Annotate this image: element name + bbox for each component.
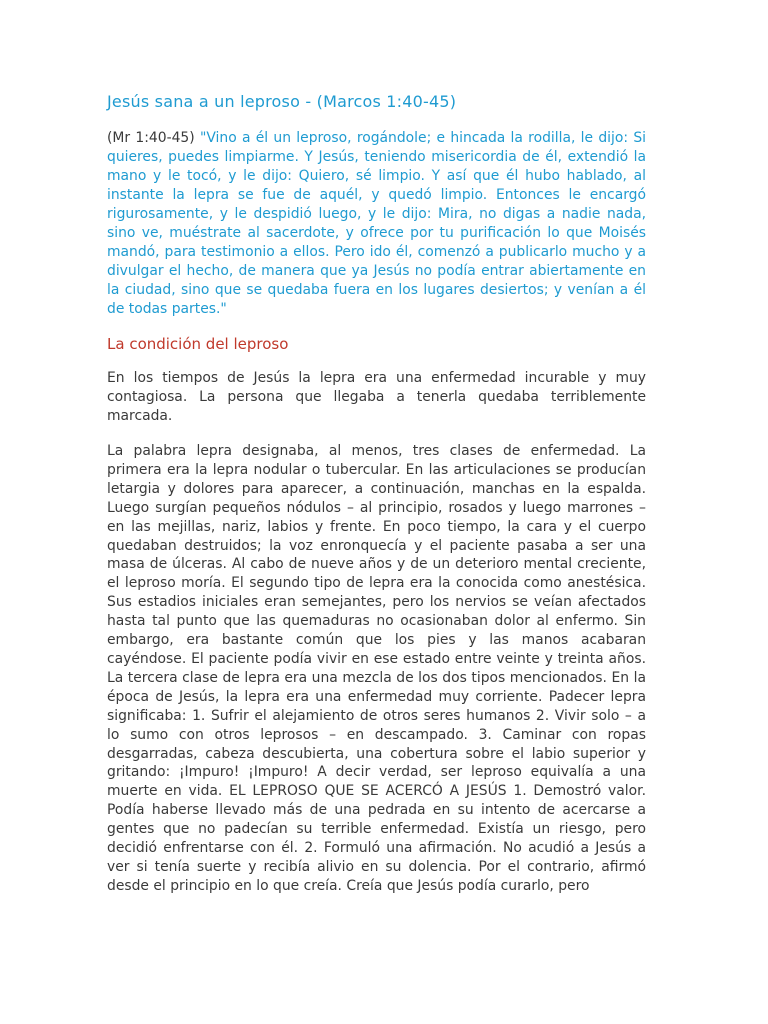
paragraph-body: La palabra lepra designaba, al menos, tres clases de enfermedad. La primera era la lepra nodular o tubercular. En las articulaciones se producían letargia y dolores para aparecer, a continuación, manchas en la espalda. Luego surgían pequeños nódulos – al principio, rosados y luego marrones – en las mejillas, nariz, labios y frente. En poco tiempo, la cara y el cuerpo quedaban destruidos; la voz enronquecía y el paciente pasaba a ser una masa de úlceras. Al cabo de nueve años y de un deterioro mental creciente, el leproso moría. El segundo tipo de lepra era la conocida como anestésica. Sus estadios iniciales eran semejantes, pero los nervios se veían afectados hasta tal punto que las quemaduras no ocasionaban dolor al enfermo. Sin embargo, era bastante común que los pies y las manos acabaran cayéndose. El paciente podía vivir en ese estado entre veinte y treinta años. La tercera clase de lepra era una mezcla de los dos tipos mencionados. En la época de Jesús, la lepra era una enfermedad muy corriente. Padecer lepra significaba: 1. Sufrir el alejamiento de otros seres humanos 2. Vivir solo – a lo sumo con otros leprosos – en descampado. 3. Caminar con ropas desgarradas, cabeza descubierta, una cobertura sobre el labio superior y gritando: ¡Impuro! ¡Impuro! A decir verdad, ser leproso equivalía a una muerte en vida. EL LEPROSO QUE SE ACERCÓ A JESÚS 1. Demostró valor. Podía haberse llevado más de una pedrada en su intento de acercarse a gentes que no padecían su terrible enfermedad. Existía un riesgo, pero decidió enfrentarse con él. 2. Formuló una afirmación. No acudió a Jesús a ver si tenía suerte y recibía alivio en su dolencia. Por el contrario, afirmó desde el principio en lo que creía. Creía que Jesús podía curarlo, pero [107, 443, 646, 894]
scripture-text: "Vino a él un leproso, rogándole; e hincada la rodilla, le dijo: Si quieres, puedes limpiarme. Y Jesús, teniendo misericordia de él, extendió la mano y le tocó, y le dijo: Quiero, sé limpio. Y así que él hubo hablado, al instante la lepra se fue de aquél, y quedó limpio. Entonces le encargó rigurosamente, y le despidió luego, y le dijo: Mira, no digas a nadie nada, sino ve, muéstrate al sacerdote, y ofrece por tu purificación lo que Moisés mandó, para testimonio a ellos. Pero ido él, comenzó a publicarlo mucho y a divulgar el hecho, de manera que ya Jesús no podía entrar abiertamente en la ciudad, sino que se quedaba fuera en los lugares desiertos; y venían a él de todas partes." [107, 130, 647, 317]
document-title: Jesús sana a un leproso - (Marcos 1:40-45) [107, 92, 457, 111]
scripture-reference: (Mr 1:40-45) [107, 130, 200, 146]
scripture-passage [107, 129, 646, 319]
section-heading: La condición del leproso [107, 335, 289, 353]
paragraph-intro: En los tiempos de Jesús la lepra era una enfermedad incurable y muy contagiosa. La persona que llegaba a tenerla quedaba terriblemente marcada. [107, 370, 646, 424]
